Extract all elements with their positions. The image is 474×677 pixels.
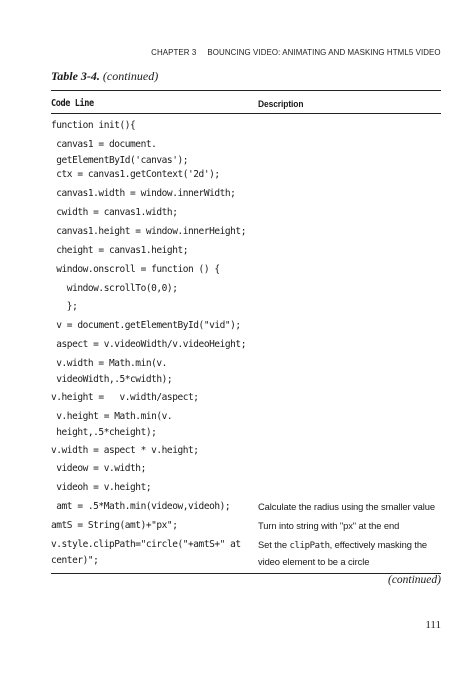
page-number: 111 (425, 619, 441, 631)
code-line: v.style.clipPath="circle("+amtS+" at center)"; (51, 539, 241, 566)
code-line: v.width = Math.min(v. videoWidth,.5*cwidth); (56, 358, 173, 385)
description-cell (258, 537, 438, 570)
code-line: }; (51, 301, 78, 312)
continued-note: (continued) (387, 574, 441, 586)
description-cell: Calculate the radius using the smaller value (258, 501, 435, 512)
code-line: function init(){ (51, 120, 136, 131)
code-line: amtS = String(amt)+"px"; (51, 520, 178, 531)
code-line: v.height = Math.min(v. height,.5*cheight); (56, 411, 173, 438)
code-line: canvas1 = document. getElementById('canvas'); (56, 139, 189, 166)
column-header-code: Code Line (51, 98, 94, 109)
code-line: v.height = v.width/aspect; (51, 392, 199, 403)
chapter-title: BOUNCING VIDEO: ANIMATING AND MASKING HTML5 VIDEO (207, 47, 441, 57)
code-line: canvas1.width = window.innerWidth; (51, 188, 236, 199)
description-fragment: Set the (258, 539, 290, 550)
code-line: window.scrollTo(0,0); (51, 283, 178, 294)
column-header-description: Description (258, 98, 304, 109)
table-top-rule (51, 90, 441, 91)
code-line: cheight = canvas1.height; (51, 245, 189, 256)
table-header-rule (51, 113, 441, 114)
description-fragment: , effectively masking the video element to be a circle (258, 539, 428, 567)
code-line: v.width = aspect * v.height; (51, 445, 199, 456)
description-cell: Turn into string with "px" at the end (258, 520, 400, 531)
chapter-label: CHAPTER 3 (151, 47, 197, 57)
table-bottom-rule (51, 573, 441, 574)
running-head (152, 47, 441, 57)
table-caption (51, 69, 158, 84)
table-caption-note: (continued) (102, 69, 159, 83)
code-line: v = document.getElementById("vid"); (51, 320, 241, 331)
code-line: cwidth = canvas1.width; (51, 207, 178, 218)
code-line: aspect = v.videoWidth/v.videoHeight; (51, 339, 246, 350)
code-line: amt = .5*Math.min(videow,videoh); (51, 501, 231, 512)
code-line: videoh = v.height; (51, 482, 152, 493)
description-fragment: clipPath (289, 541, 330, 551)
code-line: ctx = canvas1.getContext('2d'); (51, 169, 220, 180)
code-line: canvas1.height = window.innerHeight; (51, 226, 246, 237)
code-line: videow = v.width; (51, 463, 146, 474)
code-line: window.onscroll = function () { (51, 264, 220, 275)
table-caption-label: Table 3-4. (51, 69, 100, 83)
